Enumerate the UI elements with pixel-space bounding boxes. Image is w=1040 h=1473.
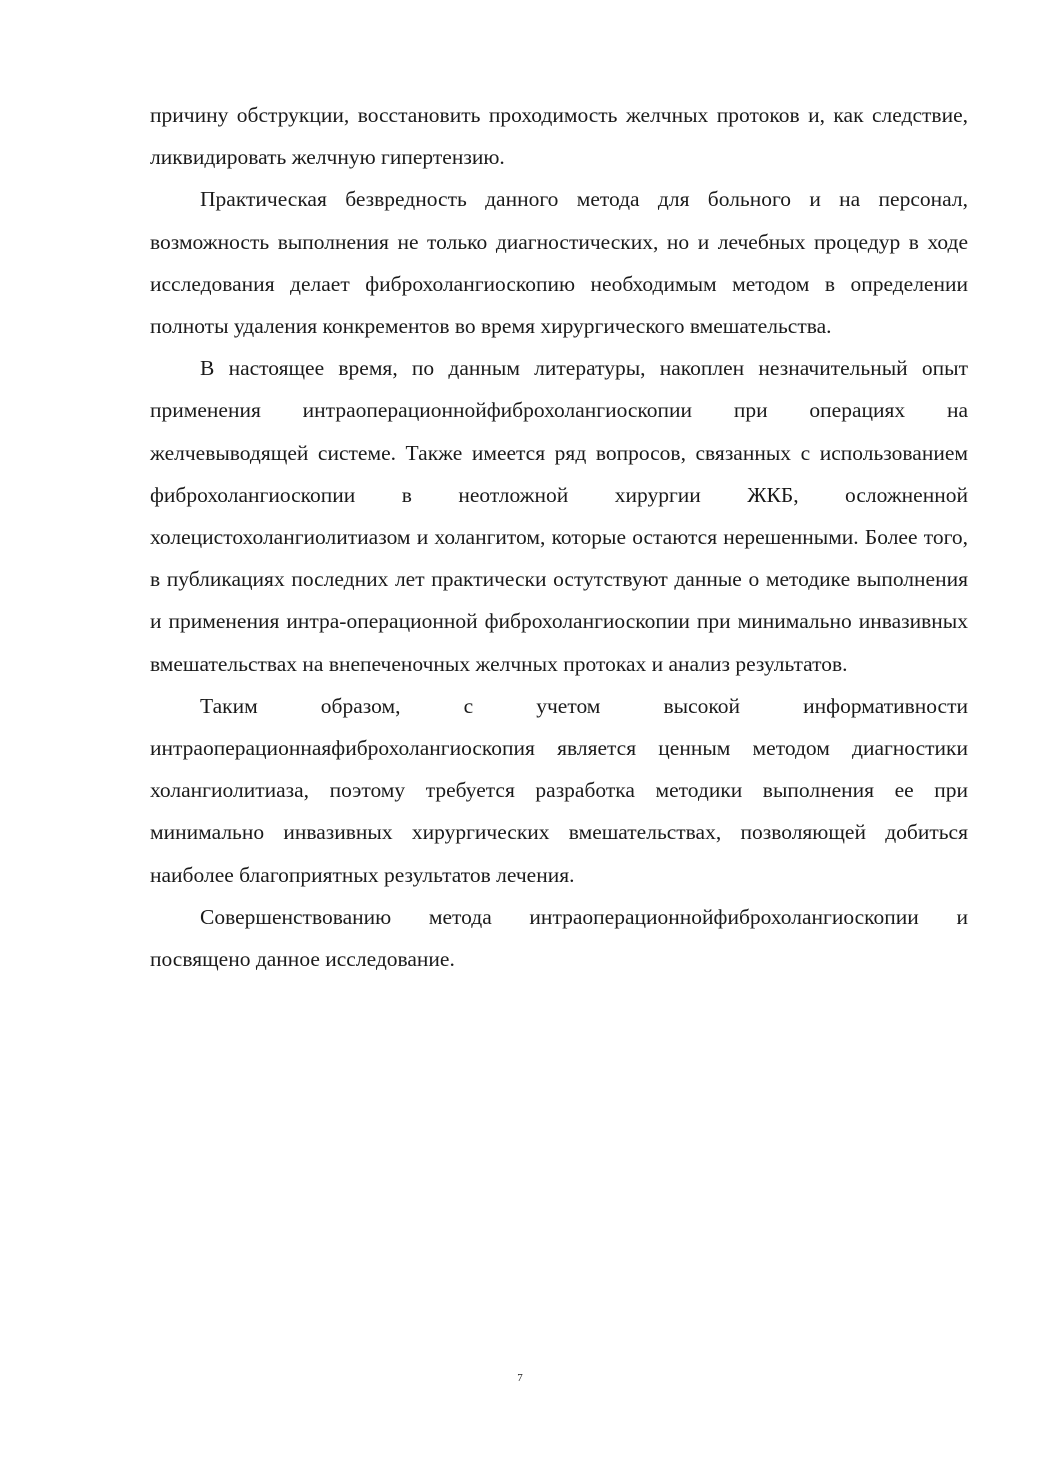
- paragraph-safety: Практическая безвредность данного метода для больного и на персонал, возможность выполнения не только диагностических, но и лечебных процедур в ходе исследования делает фиброхолангиоскопию необходимым методом в определении полноты удаления конкрементов во время хирургического вмешательства.: [150, 187, 968, 339]
- paragraph-continuation: причину обструкции, восстановить проходимость желчных протоков и, как следствие, ликвидировать желчную гипертензию.: [150, 103, 968, 170]
- body-text: [150, 94, 968, 980]
- page-number: 7: [517, 1372, 523, 1384]
- paragraph-literature: В настоящее время, по данным литературы, накоплен незначительный опыт применения интраоперационнойфиброхолангиоскопии при операциях на желчевыводящей системе. Также имеется ряд вопросов, связанных с использованием фиброхолангиоскопии в неотложной хирургии ЖКБ, осложненной холецистохолангиолитиазом и холангитом, которые остаются нерешенными. Более того, в публикациях последних лет практически остутствуют данные о методике выполнения и применения интра-операционной фиброхолангиоскопии при минимально инвазивных вмешательствах на внепеченочных желчных протоках и анализ результатов.: [150, 356, 968, 676]
- paragraph-purpose: Совершенствованию метода интраоперационнойфиброхолангиоскопии и посвящено данное исследование.: [150, 904, 968, 972]
- paragraph-conclusion: Таким образом, с учетом высокой информативности интраоперационнаяфиброхолангиоскопия является ценным методом диагностики холангиолитиаза, поэтому требуется разработка методики выполнения ее при минимально инвазивных хирургических вмешательствах, позволяющей добиться наиболее благоприятных результатов лечения.: [150, 693, 968, 887]
